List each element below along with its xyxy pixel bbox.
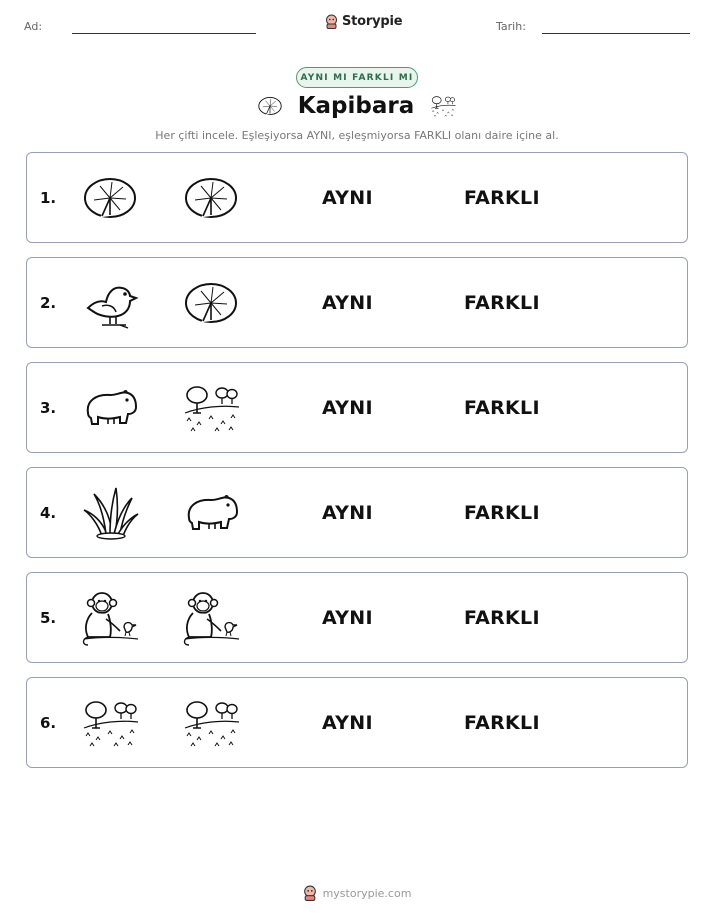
brand-logo bbox=[325, 14, 402, 29]
question-number: 5. bbox=[40, 609, 57, 627]
different-option[interactable]: FARKLI bbox=[464, 712, 540, 734]
question-row bbox=[26, 257, 688, 348]
different-option[interactable]: FARKLI bbox=[464, 502, 540, 524]
meadow-icon bbox=[181, 379, 241, 437]
name-label: Ad: bbox=[24, 20, 43, 33]
same-option[interactable]: AYNI bbox=[322, 712, 373, 734]
same-option[interactable]: AYNI bbox=[322, 607, 373, 629]
footer bbox=[0, 885, 714, 901]
date-label: Tarih: bbox=[496, 20, 526, 33]
different-option[interactable]: FARKLI bbox=[464, 292, 540, 314]
lily-pad-icon bbox=[256, 93, 284, 119]
date-line[interactable] bbox=[542, 33, 690, 34]
page-title: Kapibara bbox=[297, 93, 415, 119]
meadow-icon bbox=[428, 93, 458, 119]
monkey-icon bbox=[181, 589, 241, 647]
question-number: 4. bbox=[40, 504, 57, 522]
capybara-icon bbox=[80, 379, 140, 437]
same-option[interactable]: AYNI bbox=[322, 397, 373, 419]
footer-url[interactable]: mystorypie.com bbox=[322, 886, 412, 900]
same-option[interactable]: AYNI bbox=[322, 187, 373, 209]
question-row bbox=[26, 677, 688, 768]
meadow-icon bbox=[181, 694, 241, 752]
different-option[interactable]: FARKLI bbox=[464, 397, 540, 419]
meadow-icon bbox=[80, 694, 140, 752]
same-option[interactable]: AYNI bbox=[322, 292, 373, 314]
question-row bbox=[26, 152, 688, 243]
question-number: 1. bbox=[40, 189, 57, 207]
bird-icon bbox=[80, 274, 140, 332]
brand-name: Storypie bbox=[342, 14, 403, 29]
question-number: 6. bbox=[40, 714, 57, 732]
grass-icon bbox=[80, 484, 140, 542]
storypie-mascot-icon bbox=[325, 14, 338, 29]
instructions: Her çifti incele. Eşleşiyorsa AYNI, eşleşmiyorsa FARKLI olanı daire içine al. bbox=[155, 129, 559, 142]
question-number: 3. bbox=[40, 399, 57, 417]
capybara-icon bbox=[181, 484, 241, 542]
different-option[interactable]: FARKLI bbox=[464, 607, 540, 629]
lily-pad-icon bbox=[80, 169, 140, 227]
question-number: 2. bbox=[40, 294, 57, 312]
monkey-icon bbox=[80, 589, 140, 647]
question-row bbox=[26, 362, 688, 453]
title-row bbox=[0, 93, 714, 119]
name-line[interactable] bbox=[72, 33, 256, 34]
question-row bbox=[26, 572, 688, 663]
same-option[interactable]: AYNI bbox=[322, 502, 373, 524]
different-option[interactable]: FARKLI bbox=[464, 187, 540, 209]
storypie-mascot-icon bbox=[303, 885, 317, 901]
activity-badge: AYNI MI FARKLI MI bbox=[296, 67, 418, 88]
lily-pad-icon bbox=[181, 169, 241, 227]
lily-pad-icon bbox=[181, 274, 241, 332]
question-row bbox=[26, 467, 688, 558]
